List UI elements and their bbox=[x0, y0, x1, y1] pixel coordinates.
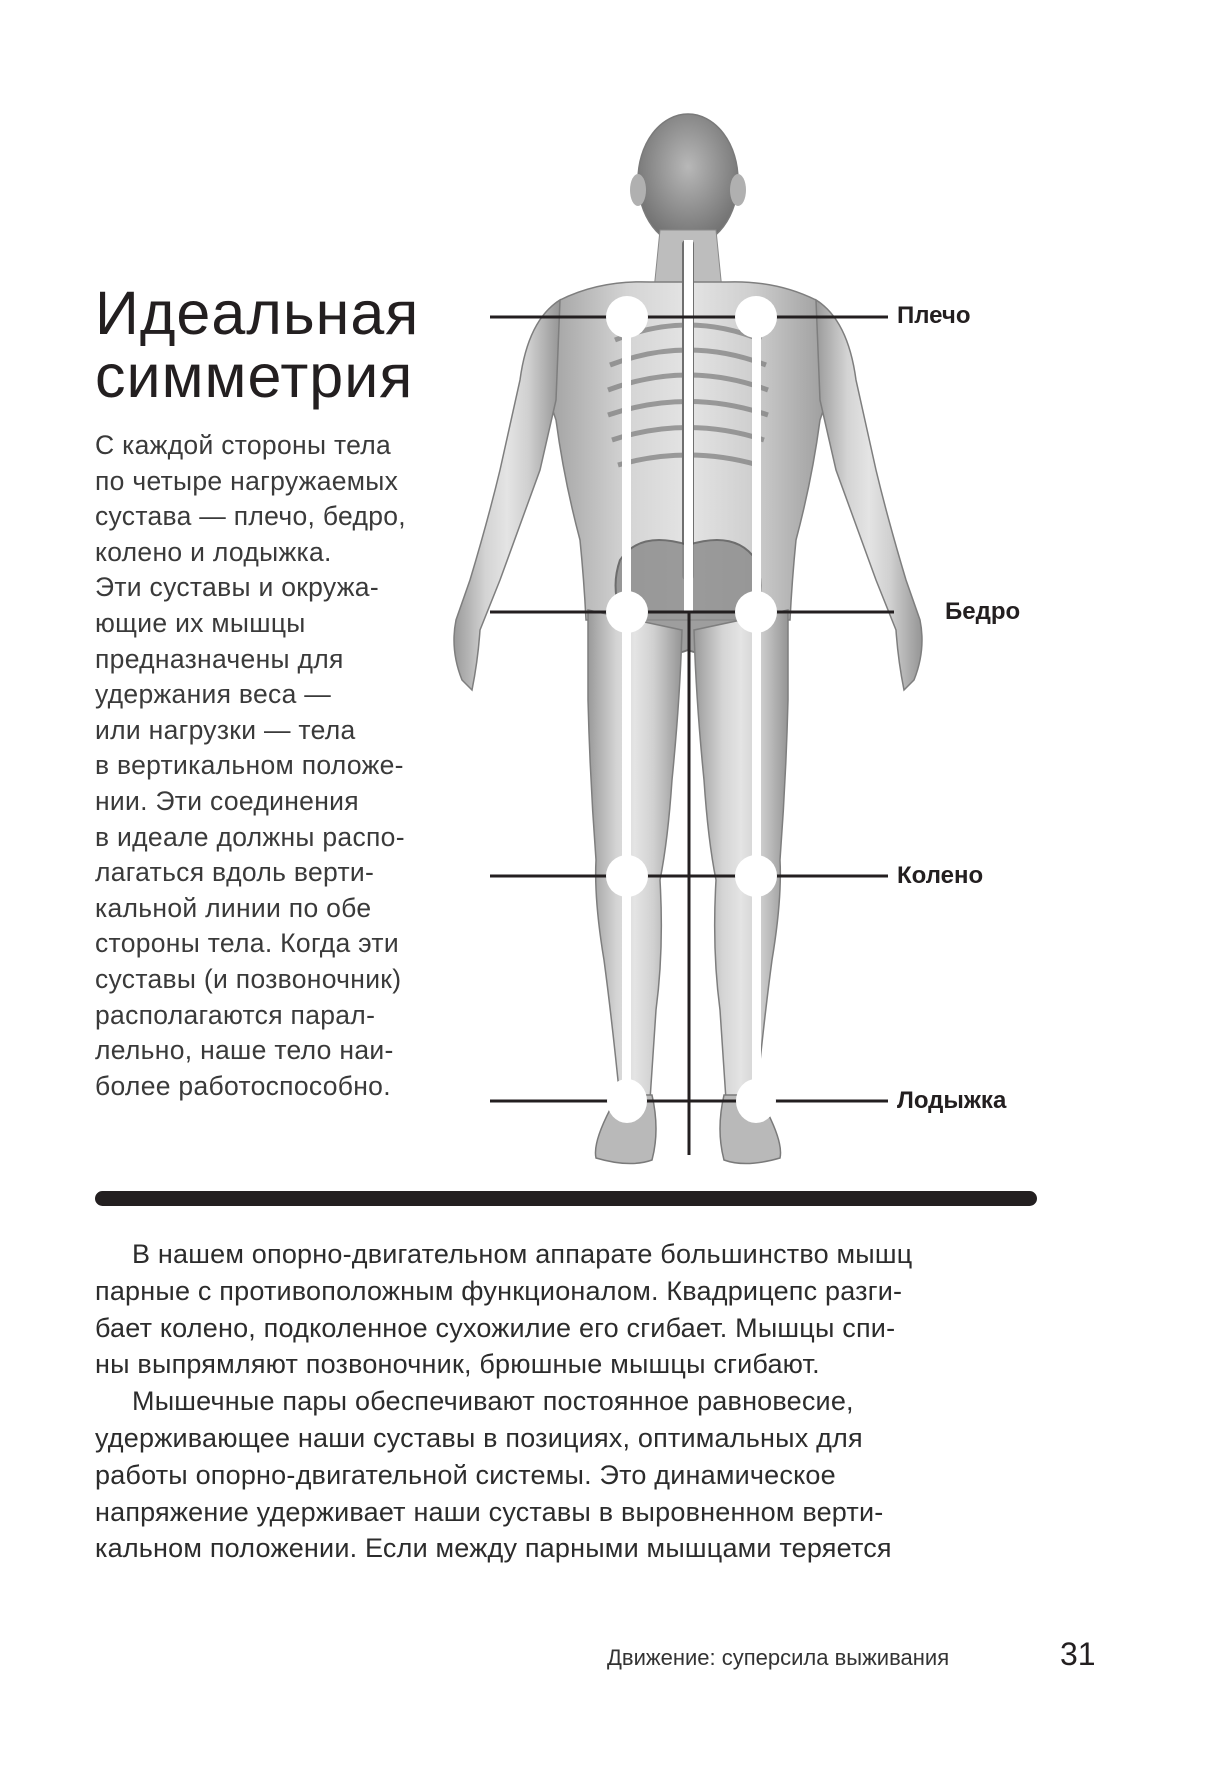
paragraph-line: работы опорно-двигательной системы. Это динамическое bbox=[95, 1459, 836, 1490]
paragraph-line: бает колено, подколенное сухожилие его сгибает. Мышцы спи- bbox=[95, 1312, 896, 1343]
caption-line: суставы (и позвоночник) bbox=[95, 963, 402, 994]
joint-label-hip: Бедро bbox=[945, 598, 1021, 625]
leg-right bbox=[694, 610, 788, 1100]
caption-line: предназначены для bbox=[95, 643, 344, 674]
joint-label-ankle: Лодыжка bbox=[897, 1087, 1007, 1114]
paragraph-line: Мышечные пары обеспечивают постоянное равновесие, bbox=[132, 1386, 854, 1417]
caption-line: более работоспособно. bbox=[95, 1070, 391, 1101]
paragraph-line: кальном положении. Если между парными мышцами теряется bbox=[95, 1533, 892, 1564]
head bbox=[638, 114, 738, 246]
paragraph-line: удерживающее наши суставы в позициях, оптимальных для bbox=[95, 1422, 863, 1453]
caption-line: кальной линии по обе bbox=[95, 892, 372, 923]
heading-line: Идеальная bbox=[95, 279, 420, 347]
caption-line: Эти суставы и окружа- bbox=[95, 572, 379, 603]
shoulder-left-marker bbox=[606, 296, 648, 338]
hip-left-marker bbox=[606, 591, 648, 633]
caption-line: нии. Эти соединения bbox=[95, 785, 359, 816]
caption-line: стороны тела. Когда эти bbox=[95, 928, 399, 959]
running-title: Движение: суперсила выживания bbox=[607, 1645, 950, 1670]
paragraph-line: напряжение удерживает наши суставы в выровненном верти- bbox=[95, 1496, 884, 1527]
left-alignment-bar bbox=[622, 317, 631, 1107]
page-number: 31 bbox=[1060, 1636, 1096, 1672]
body-text bbox=[95, 1236, 1045, 1567]
joint-label-shoulder: Плечо bbox=[897, 302, 971, 329]
caption-line: С каждой стороны тела bbox=[95, 430, 392, 460]
section-divider bbox=[95, 1191, 1037, 1206]
caption-line: или нагрузки — тела bbox=[95, 714, 356, 745]
caption-line: лельно, наше тело наи- bbox=[95, 1035, 394, 1066]
joint-label-knee: Колено bbox=[897, 862, 984, 889]
spine-alignment-bar bbox=[684, 240, 693, 612]
ankle-right-marker bbox=[736, 1079, 776, 1123]
paragraph-line: В нашем опорно-двигательном аппарате большинство мышц bbox=[132, 1239, 913, 1269]
shoulder-right-marker bbox=[735, 296, 777, 338]
caption-line: удержания веса — bbox=[95, 679, 332, 710]
paragraph-line: парные с противоположным функционалом. Квадрицепс разги- bbox=[95, 1275, 903, 1306]
paragraph-line: ны выпрямляют позвоночник, брюшные мышцы сгибают. bbox=[95, 1349, 820, 1380]
caption-line: лагаться вдоль верти- bbox=[95, 857, 375, 888]
heading-line: симметрия bbox=[95, 342, 414, 410]
caption-line: сустава — плечо, бедро, bbox=[95, 501, 406, 532]
ear-right bbox=[730, 174, 746, 206]
ankle-left-marker bbox=[607, 1079, 647, 1123]
right-alignment-bar bbox=[752, 317, 761, 1107]
ear-left bbox=[630, 174, 646, 206]
caption-line: ющие их мышцы bbox=[95, 607, 306, 638]
caption-line: в идеале должны распо- bbox=[95, 821, 405, 852]
knee-left-marker bbox=[606, 855, 648, 897]
arm-right bbox=[816, 300, 922, 690]
arm-left bbox=[454, 300, 560, 690]
caption-line: располагаются парал- bbox=[95, 999, 376, 1030]
hip-right-marker bbox=[735, 591, 777, 633]
caption-line: колено и лодыжка. bbox=[95, 536, 332, 567]
caption-line: по четыре нагружаемых bbox=[95, 465, 399, 496]
knee-right-marker bbox=[735, 855, 777, 897]
leg-left bbox=[588, 610, 682, 1100]
caption-line: в вертикальном положе- bbox=[95, 750, 404, 781]
